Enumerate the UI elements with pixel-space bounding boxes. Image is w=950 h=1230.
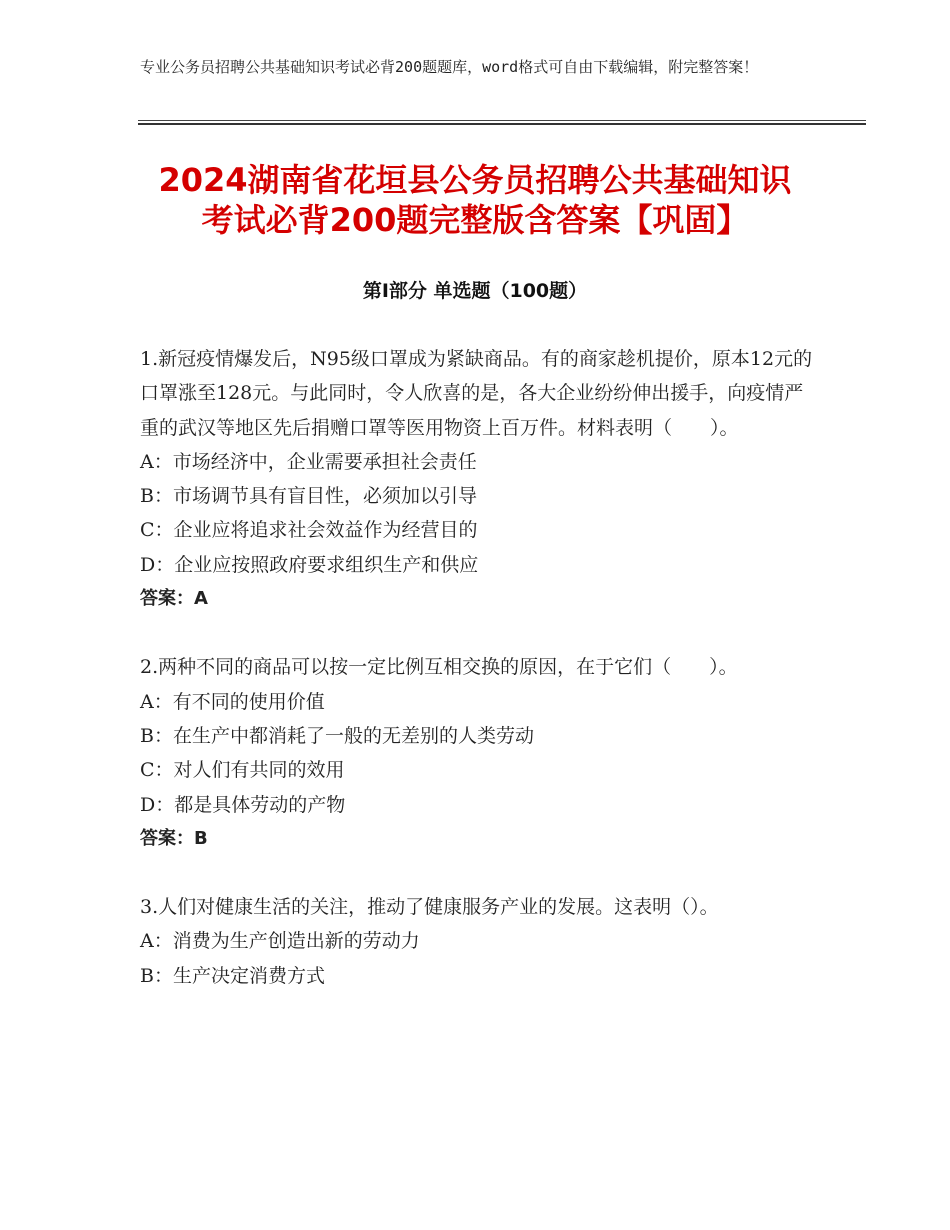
option-c: C：对人们有共同的效用: [140, 759, 345, 782]
option-c: C：企业应将追求社会效益作为经营目的: [140, 519, 478, 542]
question-stem: 1.新冠疫情爆发后，N95级口罩成为紧缺商品。有的商家趁机提价，原本12元的口罩涨至128元。与此同时，令人欣喜的是，各大企业纷纷伸出援手，向疫情严重的武汉等地区先后捐赠口罩等医用物资上百万件。材料表明（ ）。: [140, 348, 813, 439]
header-divider-thick: [138, 123, 866, 125]
document-title: [100, 160, 850, 240]
section-title: 第Ⅰ部分 单选题（100题）: [362, 280, 588, 302]
option-b: B：在生产中都消耗了一般的无差别的人类劳动: [140, 724, 534, 747]
option-a: A：有不同的使用价值: [140, 690, 325, 713]
question-stem: 2.两种不同的商品可以按一定比例互相交换的原因，在于它们（ ）。: [140, 656, 738, 679]
option-a: A：消费为生产创造出新的劳动力: [140, 930, 420, 953]
question-3: [140, 890, 815, 993]
option-d: D：都是具体劳动的产物: [140, 793, 346, 816]
answer: 答案：B: [140, 827, 208, 849]
answer: 答案：A: [140, 588, 208, 610]
option-a: A：市场经济中，企业需要承担社会责任: [140, 450, 477, 473]
option-b: B：生产决定消费方式: [140, 964, 325, 987]
header-note: 专业公务员招聘公共基础知识考试必背200题题库，word格式可自由下载编辑，附完整答案！: [140, 58, 759, 76]
question-2: [140, 650, 815, 856]
option-d: D：企业应按照政府要求组织生产和供应: [140, 553, 479, 576]
document-title-line-2: 考试必背200题完整版含答案【巩固】: [201, 201, 749, 239]
question-1: [140, 342, 815, 616]
header-divider-thin: [138, 120, 866, 121]
option-b: B：市场调节具有盲目性，必须加以引导: [140, 485, 477, 508]
question-list: [140, 342, 815, 1027]
document-title-line-1: 2024湖南省花垣县公务员招聘公共基础知识: [158, 161, 792, 199]
question-stem: 3.人们对健康生活的关注，推动了健康服务产业的发展。这表明（）。: [140, 896, 719, 919]
